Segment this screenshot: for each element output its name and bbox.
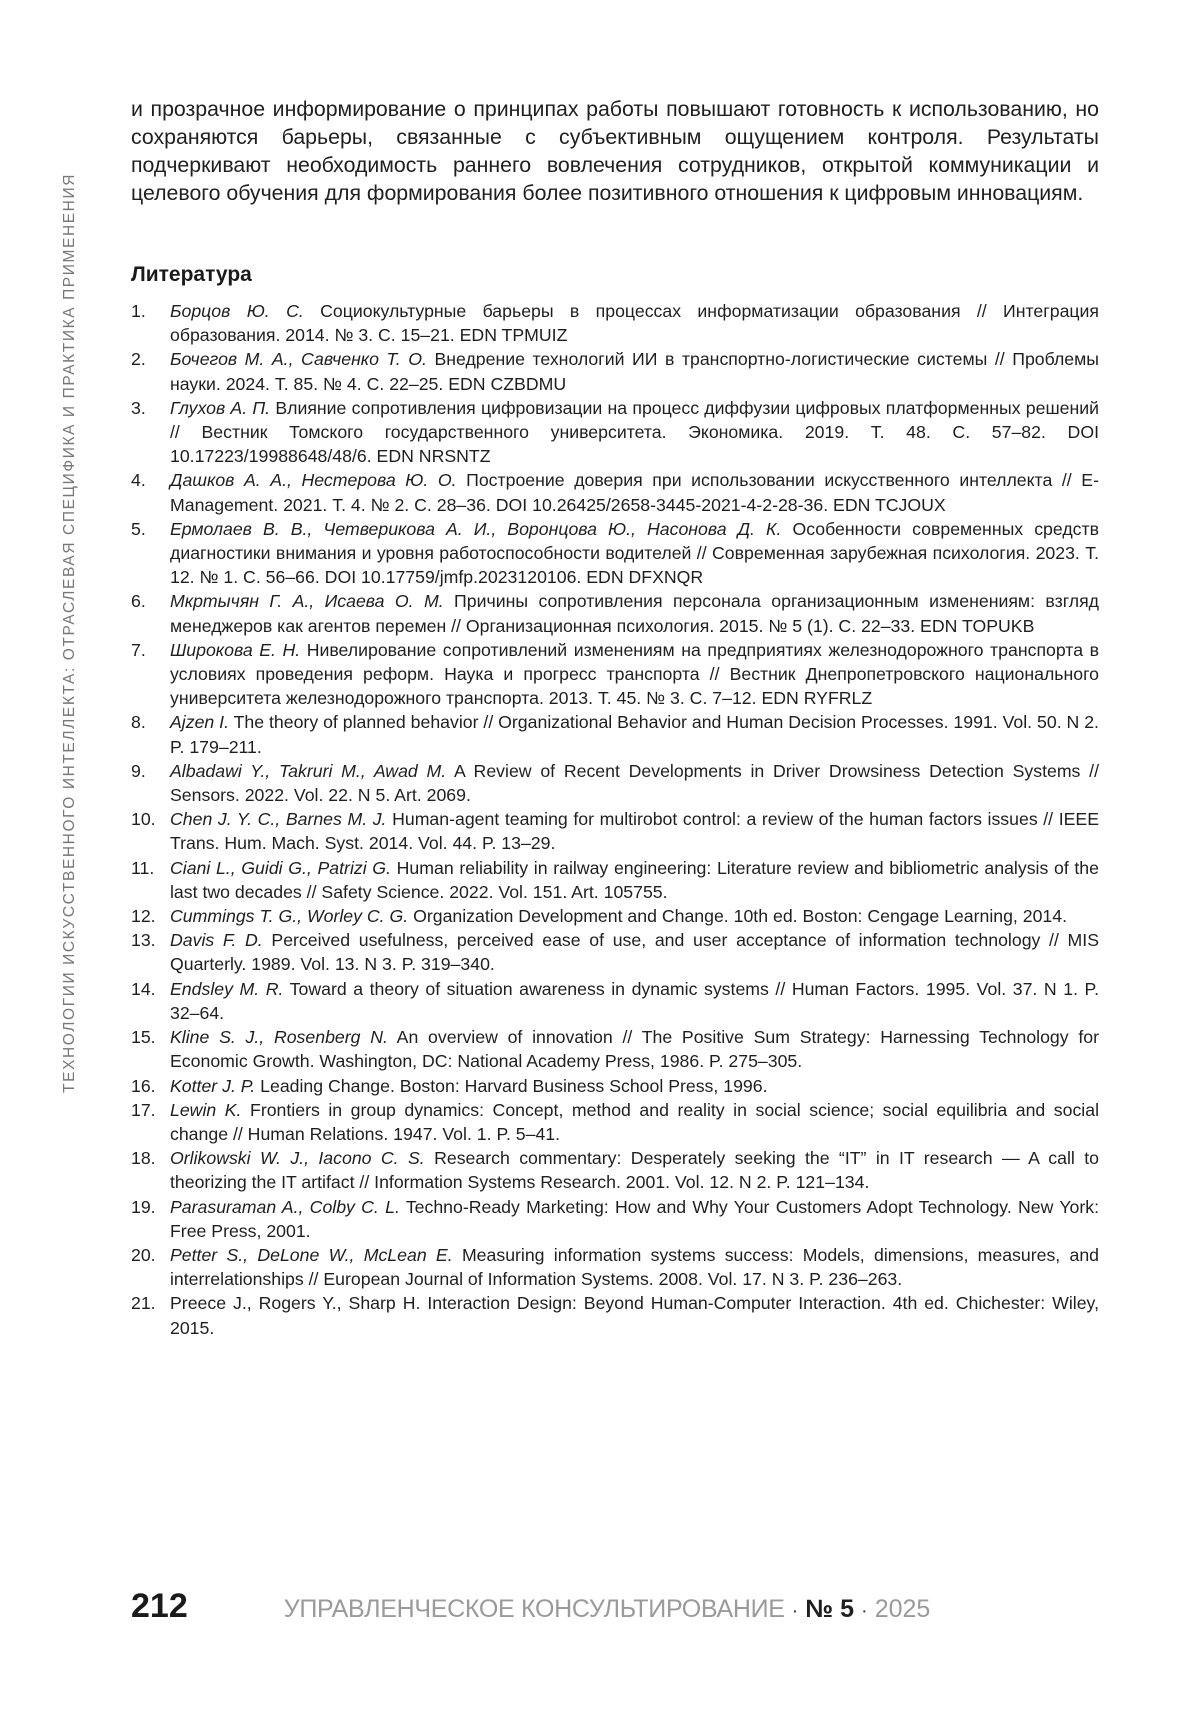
reference-number: 20. (131, 1243, 156, 1267)
reference-number: 21. (131, 1291, 156, 1315)
reference-authors: Albadawi Y., Takruri M., Awad M. (170, 761, 446, 781)
reference-number: 10. (131, 807, 156, 831)
reference-number: 1. (131, 299, 146, 323)
reference-number: 9. (131, 759, 146, 783)
reference-authors: Глухов А. П. (170, 398, 270, 418)
reference-text: Toward a theory of situation awareness in dynamic systems // Human Factors. 1995. Vol. 37. N 1. P. 32–64. (170, 979, 1099, 1023)
reference-authors: Kotter J. P. (170, 1076, 255, 1096)
reference-item (131, 710, 1099, 758)
reference-number: 14. (131, 977, 156, 1001)
reference-item (131, 904, 1099, 928)
reference-item (131, 977, 1099, 1025)
reference-item (131, 638, 1099, 711)
reference-text: Research commentary: Desperately seeking the “IT” in IT research — A call to theorizing the IT artifact // Information Systems Research. 2001. Vol. 12. N 2. P. 121–134. (170, 1148, 1099, 1192)
reference-text: Organization Development and Change. 10th ed. Boston: Cengage Learning, 2014. (413, 906, 1067, 926)
page-number: 212 (131, 1587, 188, 1626)
reference-text: Причины сопротивления персонала организационным изменениям: взгляд менеджеров как агентов перемен // Организационная психология. 2015. № 5 (1). С. 22–33. EDN TOPUKB (170, 591, 1099, 635)
reference-authors: Широкова Е. Н. (170, 640, 300, 660)
reference-text: Нивелирование сопротивлений изменениям на предприятиях железнодорожного транспорта в условиях проведения реформ. Наука и прогресс транспорта // Вестник Днепропетровского национального университета железнодорожного транспорта. 2013. Т. 45. № 3. С. 7–12. EDN RYFRLZ (170, 640, 1099, 708)
reference-authors: Ермолаев В. В., Четверикова А. И., Воронцова Ю., Насонова Д. К. (170, 519, 781, 539)
reference-authors: Chen J. Y. C., Barnes M. J. (170, 809, 386, 829)
reference-authors: Lewin K. (170, 1100, 241, 1120)
reference-authors: Борцов Ю. С. (170, 301, 304, 321)
reference-text: An overview of innovation // The Positive Sum Strategy: Harnessing Technology for Economic Growth. Washington, DC: National Academy Press, 1986. P. 275–305. (170, 1027, 1099, 1071)
reference-item (131, 347, 1099, 395)
reference-item (131, 468, 1099, 516)
reference-number: 19. (131, 1195, 156, 1219)
reference-number: 6. (131, 589, 146, 613)
reference-text: Measuring information systems success: Models, dimensions, measures, and interrelationships // European Journal of Information Systems. 2008. Vol. 17. N 3. P. 236–263. (170, 1245, 1099, 1289)
running-header (55, 95, 85, 1170)
reference-authors: Davis F. D. (170, 930, 263, 950)
reference-number: 8. (131, 710, 146, 734)
reference-number: 7. (131, 638, 146, 662)
reference-item (131, 1146, 1099, 1194)
intro-paragraph: и прозрачное информирование о принципах работы повышают готовность к использованию, но сохраняются барьеры, связанные с субъективным ощущением контроля. Результаты подчеркивают необходимость раннего вовлечения сотрудников, открытой коммуникации и целевого обучения для формирования более позитивного отношения к цифровым инновациям. (131, 95, 1099, 207)
footer-separator: · (792, 1600, 799, 1623)
reference-item (131, 807, 1099, 855)
reference-text: Preece J., Rogers Y., Sharp H. Interaction Design: Beyond Human-Computer Interaction. 4th ed. Chichester: Wiley, 2015. (170, 1293, 1099, 1337)
reference-authors: Petter S., DeLone W., McLean E. (170, 1245, 453, 1265)
reference-authors: Бочегов М. А., Савченко Т. О. (170, 349, 427, 369)
reference-text: Построение доверия при использовании искусственного интеллекта // E-Management. 2021. Т. 4. № 2. С. 28–36. DOI 10.26425/2658-3445-2021-4-2-28-36. EDN TCJOUX (170, 470, 1099, 514)
reference-number: 15. (131, 1025, 156, 1049)
reference-authors: Orlikowski W. J., Iacono C. S. (170, 1148, 425, 1168)
reference-text: Социокультурные барьеры в процессах информатизации образования // Интеграция образования. 2014. № 3. С. 15–21. EDN TPMUIZ (170, 301, 1099, 345)
reference-number: 2. (131, 347, 146, 371)
reference-authors: Мкртычян Г. А., Исаева О. М. (170, 591, 444, 611)
reference-text: Techno-Ready Marketing: How and Why Your Customers Adopt Technology. New York: Free Press, 2001. (170, 1197, 1099, 1241)
reference-item (131, 517, 1099, 590)
reference-number: 18. (131, 1146, 156, 1170)
journal-title: УПРАВЛЕНЧЕСКОЕ КОНСУЛЬТИРОВАНИЕ (284, 1595, 785, 1624)
reference-text: A Review of Recent Developments in Driver Drowsiness Detection Systems // Sensors. 2022. Vol. 22. N 5. Art. 2069. (170, 761, 1099, 805)
reference-item (131, 396, 1099, 469)
reference-number: 5. (131, 517, 146, 541)
reference-item (131, 1291, 1099, 1339)
reference-number: 13. (131, 928, 156, 952)
reference-item (131, 589, 1099, 637)
reference-number: 17. (131, 1098, 156, 1122)
reference-item (131, 928, 1099, 976)
reference-text: Влияние сопротивления цифровизации на процесс диффузии цифровых платформенных решений // Вестник Томского государственного университета. Экономика. 2019. Т. 48. С. 57–82. DOI 10.17223/19988648/48/6. EDN NRSNTZ (170, 398, 1099, 466)
reference-text: Внедрение технологий ИИ в транспортно-логистические системы // Проблемы науки. 2024. Т. 85. № 4. С. 22–25. EDN CZBDMU (170, 349, 1099, 393)
reference-authors: Ajzen I. (170, 712, 229, 732)
reference-item (131, 1195, 1099, 1243)
reference-item (131, 1025, 1099, 1073)
reference-text: Leading Change. Boston: Harvard Business School Press, 1996. (260, 1076, 767, 1096)
reference-item (131, 759, 1099, 807)
reference-text: Human-agent teaming for multirobot control: a review of the human factors issues // IEEE Trans. Hum. Mach. Syst. 2014. Vol. 44. P. 13–29. (170, 809, 1099, 853)
reference-number: 4. (131, 468, 146, 492)
reference-item (131, 1074, 1099, 1098)
reference-item (131, 1098, 1099, 1146)
reference-item (131, 299, 1099, 347)
reference-item (131, 856, 1099, 904)
reference-number: 3. (131, 396, 146, 420)
reference-text: Perceived usefulness, perceived ease of use, and user acceptance of information technology // MIS Quarterly. 1989. Vol. 13. N 3. P. 319–340. (170, 930, 1099, 974)
reference-authors: Cummings T. G., Worley C. G. (170, 906, 408, 926)
page-footer (131, 1587, 930, 1626)
reference-authors: Дашков А. А., Нестерова Ю. О. (170, 470, 457, 490)
reference-number: 16. (131, 1074, 156, 1098)
reference-number: 12. (131, 904, 156, 928)
reference-text: The theory of planned behavior // Organizational Behavior and Human Decision Processes. 1991. Vol. 50. N 2. P. 179–211. (170, 712, 1099, 756)
reference-authors: Ciani L., Guidi G., Patrizi G. (170, 858, 391, 878)
reference-text: Особенности современных средств диагностики внимания и уровня работоспособности водителей // Современная зарубежная психология. 2023. Т. 12. № 1. С. 56–66. DOI 10.17759/jmfp.2023120106. EDN DFXNQR (170, 519, 1099, 587)
reference-authors: Endsley M. R. (170, 979, 283, 999)
issue-year: 2025 (875, 1595, 931, 1624)
reference-text: Frontiers in group dynamics: Concept, method and reality in social science; social equilibria and social change // Human Relations. 1947. Vol. 1. P. 5–41. (170, 1100, 1099, 1144)
reference-authors: Parasuraman A., Colby C. L. (170, 1197, 400, 1217)
reference-item (131, 1243, 1099, 1291)
page-content (131, 95, 1099, 1340)
running-header-text: ТЕХНОЛОГИИ ИСКУССТВЕННОГО ИНТЕЛЛЕКТА: ОТРАСЛЕВАЯ СПЕЦИФИКА И ПРАКТИКА ПРИМЕНЕНИЯ (61, 173, 79, 1093)
issue-number: № 5 (805, 1595, 854, 1624)
reference-text: Human reliability in railway engineering: Literature review and bibliometric analysis of the last two decades // Safety Science. 2022. Vol. 151. Art. 105755. (170, 858, 1099, 902)
references-list (131, 299, 1099, 1340)
footer-separator: · (861, 1600, 868, 1623)
references-title: Литература (131, 263, 1099, 287)
reference-authors: Kline S. J., Rosenberg N. (170, 1027, 388, 1047)
reference-number: 11. (131, 856, 154, 880)
